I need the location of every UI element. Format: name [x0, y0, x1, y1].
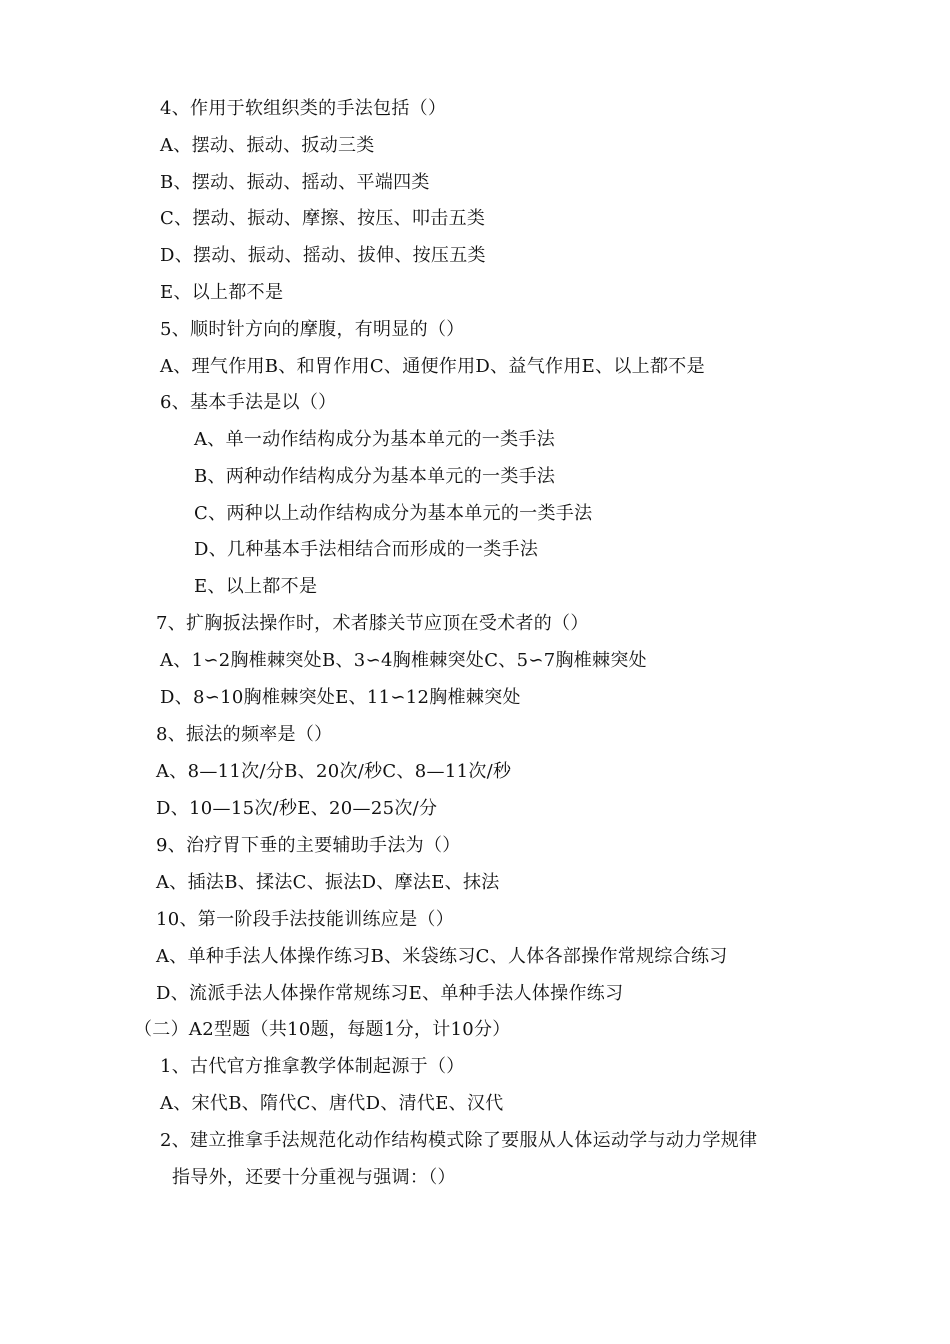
- question-4-option-d: D、摆动、振动、摇动、拔伸、按压五类: [160, 245, 486, 266]
- question-6-option-a: A、单一动作结构成分为基本单元的一类手法: [194, 429, 555, 450]
- question-8-options-1: A、8—11次/分B、20次/秒C、8—11次/秒: [156, 761, 512, 782]
- question-8-options-2: D、10—15次/秒E、20—25次/分: [156, 798, 438, 819]
- a2-question-1-options: A、宋代B、隋代C、唐代D、清代E、汉代: [160, 1093, 504, 1114]
- question-6: 6、基本手法是以（）: [160, 392, 337, 413]
- question-9-options: A、插法B、揉法C、振法D、摩法E、抹法: [156, 872, 500, 893]
- question-5-options: A、理气作用B、和胃作用C、通便作用D、益气作用E、以上都不是: [160, 356, 705, 377]
- question-8: 8、振法的频率是（）: [156, 724, 333, 745]
- question-4-option-c: C、摆动、振动、摩擦、按压、叩击五类: [160, 208, 486, 229]
- a2-question-2: 2、建立推拿手法规范化动作结构模式除了要服从人体运动学与动力学规律: [160, 1130, 758, 1151]
- question-6-option-d: D、几种基本手法相结合而形成的一类手法: [194, 539, 539, 560]
- question-9: 9、治疗胃下垂的主要辅助手法为（）: [156, 835, 461, 856]
- question-10-options-1: A、单种手法人体操作练习B、米袋练习C、人体各部操作常规综合练习: [156, 946, 728, 967]
- question-7-options-1: A、1∽2胸椎棘突处B、3∽4胸椎棘突处C、5∽7胸椎棘突处: [160, 650, 647, 671]
- question-7: 7、扩胸扳法操作时，术者膝关节应顶在受术者的（）: [156, 613, 589, 634]
- question-4-option-b: B、摆动、振动、摇动、平端四类: [160, 172, 430, 193]
- section-heading-a2: （二）A2型题（共10题，每题1分，计10分）: [134, 1019, 511, 1040]
- question-4: 4、作用于软组织类的手法包括（）: [160, 98, 447, 119]
- question-6-option-e: E、以上都不是: [194, 576, 318, 597]
- question-7-options-2: D、8∽10胸椎棘突处E、11∽12胸椎棘突处: [160, 687, 521, 708]
- question-4-option-a: A、摆动、振动、扳动三类: [160, 135, 375, 156]
- question-5: 5、顺时针方向的摩腹，有明显的（）: [160, 319, 465, 340]
- a2-question-1: 1、古代官方推拿教学体制起源于（）: [160, 1056, 465, 1077]
- question-10: 10、第一阶段手法技能训练应是（）: [156, 909, 455, 930]
- question-6-option-c: C、两种以上动作结构成分为基本单元的一类手法: [194, 503, 593, 524]
- a2-question-2-cont: 指导外，还要十分重视与强调：（）: [172, 1167, 456, 1188]
- question-6-option-b: B、两种动作结构成分为基本单元的一类手法: [194, 466, 556, 487]
- question-10-options-2: D、流派手法人体操作常规练习E、单种手法人体操作练习: [156, 983, 624, 1004]
- question-4-option-e: E、以上都不是: [160, 282, 284, 303]
